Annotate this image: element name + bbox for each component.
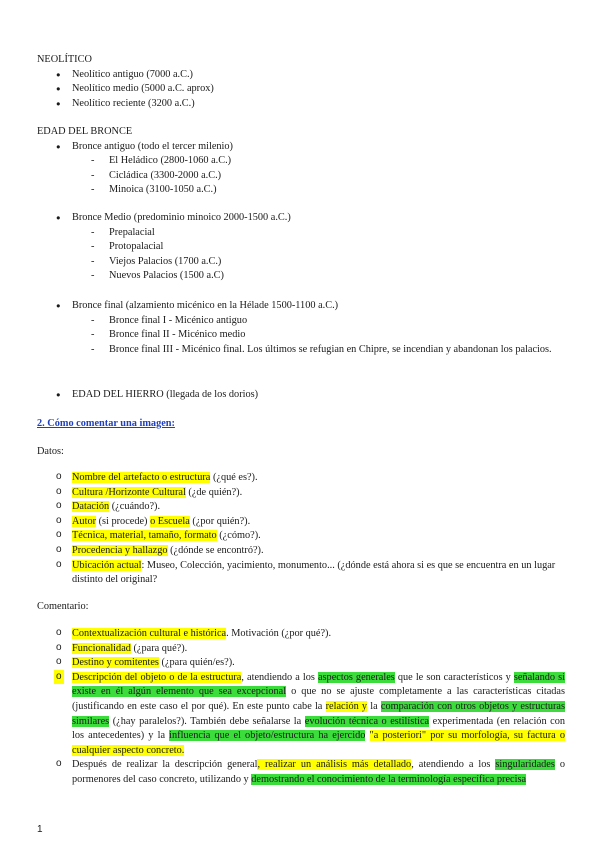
- item-text: o pormenores del caso concreto, utilizando y: [72, 759, 565, 785]
- item-text: que le son característicos y: [394, 671, 514, 683]
- item-text: (¿para qué?).: [130, 642, 188, 654]
- datos-label: Datos:: [37, 446, 64, 457]
- list-item: [37, 486, 565, 501]
- hierro-list: [37, 388, 565, 403]
- bronce-section: [37, 125, 565, 198]
- list-item: [37, 758, 565, 787]
- section-2-title-block: [37, 417, 565, 432]
- highlight-text: Autor: [72, 515, 97, 527]
- list-item: [37, 559, 565, 588]
- highlight-text: Contextualización cultural e histórica: [72, 628, 227, 639]
- list-item: - Viejos Palacios (1700 a.C.): [37, 255, 565, 270]
- highlight-text: o Escuela: [150, 515, 190, 527]
- highlight-text: comparación con otros objetos y estructuras similares: [72, 700, 565, 727]
- item-text: (¿por quién?).: [189, 515, 251, 527]
- comentario-label-block: [37, 600, 565, 615]
- list-item: - Minoica (3100-1050 a.C.): [37, 183, 565, 198]
- highlight-text: Funcionalidad: [72, 642, 131, 654]
- bronce-final-sublist: [37, 314, 565, 358]
- bronce-medio-item: ● Bronce Medio (predominio minoico 2000-1500 a.C.): [37, 211, 565, 226]
- item-text: (¿hay paralelos?). También debe señalarse la: [109, 715, 305, 727]
- list-item: [37, 515, 565, 530]
- list-item: - Bronce final III - Micénico final. Los últimos se refugian en Chipre, se incendian y abandonan los palacios.: [37, 343, 565, 358]
- list-item: [37, 544, 565, 559]
- list-item: - Cicládica (3300-2000 a.C.): [37, 169, 565, 184]
- highlight-text: evolución técnica o estilística: [304, 715, 430, 727]
- item-text: , atendiendo a los: [241, 671, 318, 683]
- bronce-final-list: [37, 299, 565, 314]
- item-text: o que no se ajuste completamente a las características citadas (justificando en este caso el por qué). En este punto cabe la: [72, 686, 566, 712]
- hierro-item: ● EDAD DEL HIERRO (llegada de los dorios): [37, 388, 565, 403]
- list-item: - Bronce final I - Micénico antiguo: [37, 314, 565, 329]
- list-item: - Protopalacial: [37, 240, 565, 255]
- item-text: (¿para quién/es?).: [158, 657, 235, 669]
- item-text: Después de realizar la descripción general: [72, 759, 258, 771]
- highlight-text: aspectos generales: [317, 671, 395, 683]
- comentario-block: [37, 627, 565, 788]
- list-item: [37, 529, 565, 544]
- list-item: [37, 671, 565, 759]
- highlight-text: Destino y comitentes: [72, 657, 159, 669]
- item-text: : Museo, Colección, yacimiento, monumento... (¿dónde está ahora si es que se encuentra en un lugar distinto del original?: [72, 559, 556, 586]
- page-number: 1: [37, 824, 43, 835]
- highlight-text: demostrando el conocimiento de la terminología específica precisa: [251, 773, 527, 785]
- list-item: ● Neolítico antiguo (7000 a.C.): [37, 68, 565, 83]
- neolitico-section: [37, 53, 565, 111]
- item-text: (¿qué es?).: [210, 472, 258, 483]
- comentario-label: Comentario:: [37, 601, 89, 612]
- highlight-text: Ubicación actual: [72, 559, 142, 571]
- hierro-block: [37, 388, 565, 403]
- datos-label-block: [37, 445, 565, 460]
- highlight-text: singularidades: [495, 759, 555, 771]
- neolitico-list: [37, 68, 565, 112]
- highlight-text: Cultura /Horizonte Cultural: [72, 486, 186, 498]
- bronce-heading: EDAD DEL BRONCE: [37, 126, 133, 137]
- neolitico-heading: NEOLÍTICO: [37, 54, 92, 65]
- item-text: experimentada (en relación con los antecedentes) y la: [72, 715, 565, 742]
- comentario-list: [37, 627, 565, 788]
- list-item: [37, 500, 565, 515]
- bronce-final-block: [37, 299, 565, 357]
- bronce-antiguo-item: [37, 140, 565, 155]
- highlight-text: Procedencia y hallazgo: [72, 544, 168, 556]
- datos-list: [37, 471, 565, 588]
- highlight-text: señalando si existe en él algún elemento que sea excepcional: [72, 671, 565, 698]
- item-text: la: [367, 700, 381, 712]
- item-text: (¿dónde se encontró?).: [167, 544, 264, 556]
- list-item: ● Neolítico reciente (3200 a.C.): [37, 97, 565, 112]
- bronce-medio-sublist: [37, 226, 565, 284]
- highlight-text: influencia que el objeto/estructura ha ejercido: [169, 730, 366, 742]
- bronce-medio-block: [37, 211, 565, 284]
- item-text: (¿cómo?).: [216, 530, 261, 542]
- highlight-text: Técnica, material, tamaño, formato: [72, 530, 217, 542]
- list-item: [37, 471, 565, 486]
- item-text: (¿de quién?).: [185, 486, 243, 498]
- item-text: , atendiendo a los: [411, 759, 496, 771]
- bronce-medio-list: [37, 211, 565, 226]
- bronce-final-item: ● Bronce final (alzamiento micénico en la Hélade 1500-1100 a.C.): [37, 299, 565, 314]
- list-item: - El Heládico (2800-1060 a.C.): [37, 154, 565, 169]
- list-item-label: Bronce antiguo (todo el tercer milenio): [72, 140, 233, 152]
- list-item: - Prepalacial: [37, 226, 565, 241]
- highlight-text: , realizar un análisis más detallado: [257, 759, 412, 771]
- list-item: ● Neolítico medio (5000 a.C. aprox): [37, 82, 565, 97]
- highlight-text: Nombre del artefacto o estructura: [72, 472, 211, 483]
- highlight-text: Descripción del objeto o de la estructura: [72, 671, 242, 683]
- item-text: . Motivación (¿por qué?).: [226, 628, 332, 639]
- item-text: (¿cuándo?).: [109, 501, 161, 513]
- list-item: [37, 656, 565, 671]
- datos-block: [37, 471, 565, 588]
- list-item: [37, 627, 565, 642]
- list-item: [37, 642, 565, 657]
- list-item: - Bronce final II - Micénico medio: [37, 328, 565, 343]
- item-text: (si procede): [96, 515, 151, 527]
- highlight-text: "a posteriori" por su morfología, su factura o cualquier aspecto concreto.: [72, 730, 566, 756]
- highlight-text: relación y: [325, 700, 368, 712]
- section-2-title-link[interactable]: 2. Cómo comentar una imagen:: [37, 418, 175, 429]
- list-item: - Nuevos Palacios (1500 a.C): [37, 269, 565, 284]
- bronce-antiguo-sublist: [37, 154, 565, 198]
- bronce-list: [37, 140, 565, 155]
- highlight-text: Datación: [72, 501, 110, 513]
